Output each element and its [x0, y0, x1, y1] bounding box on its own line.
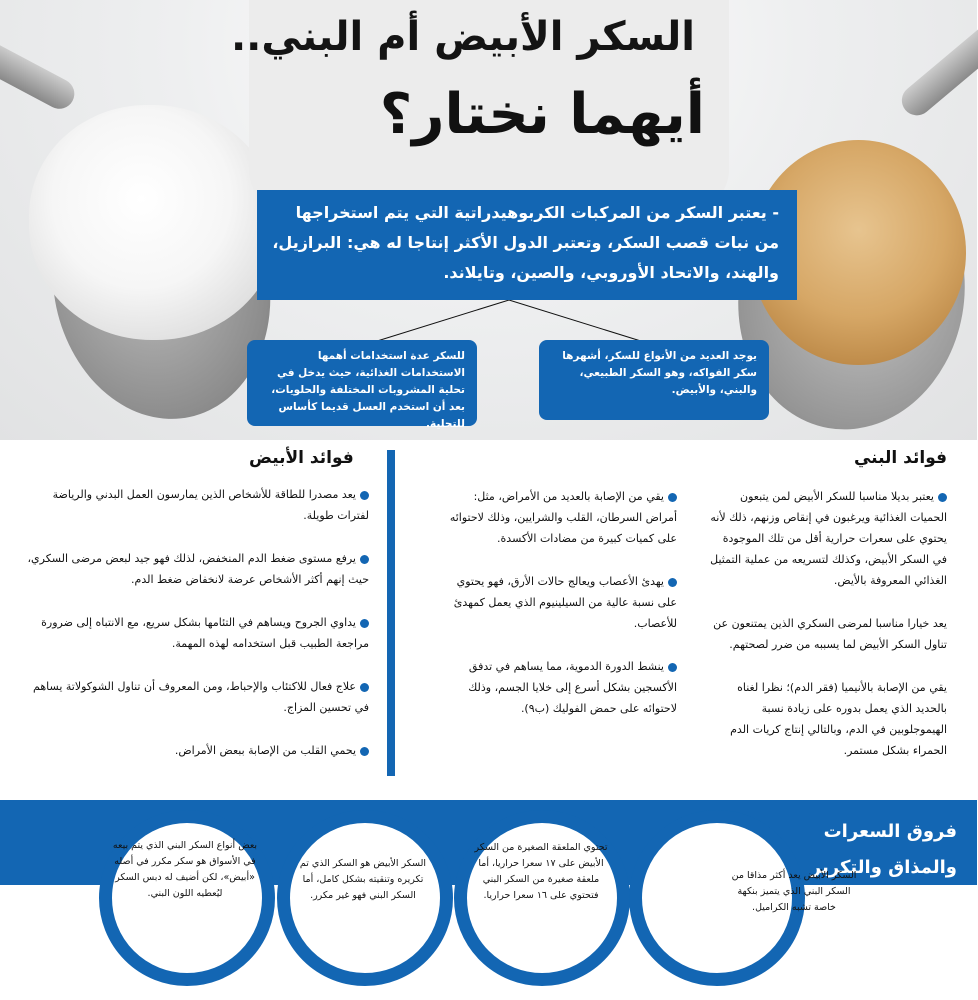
middle-item-3-text: ينشط الدورة الدموية، مما يساهم في تدفق الأكسجين بشكل أسرع إلى خلايا الجسم، وذلك لاحتوائه على حمض الفوليك (ب٩).	[469, 660, 678, 715]
middle-column	[450, 486, 678, 741]
white-sugar-image	[30, 105, 280, 340]
brown-benefit-2-text: يعد خيارا مناسبا لمرضى السكري الذين يمتنعون عن تناول السكر الأبيض لما يسببه من ضرر لصحتهم.	[714, 617, 948, 651]
white-benefits-column	[20, 484, 370, 783]
uses-box: للسكر عدة استخدامات أهمها الاستخدامات الغذائية، حيث يدخل في تحلية المشروبات المختلفة والحلويات، بعد أن استخدم العسل قديما كأساس للتحلية.	[248, 340, 478, 426]
brown-benefit-1-text: يعتبر بديلا مناسبا للسكر الأبيض لمن يتبعون الحميات الغذائية ويرغبون في إنقاص وزنهم، ذلك لأنه يحتوي على سعرات حرارية أقل من تلك الموجودة في السكر الأبيض، وكذلك لتسريعه من عملية التمثيل الغذائي المعروفة بالأيض.	[711, 490, 948, 587]
middle-item-1-text: يقي من الإصابة بالعديد من الأمراض، مثل: أمراض السرطان، القلب والشرايين، وذلك لاحتوائه على كميات كبيرة من مضادات الأكسدة.	[450, 490, 678, 545]
bullet-icon	[361, 747, 370, 756]
intro-connector	[355, 300, 665, 345]
brown-benefit-2	[706, 613, 948, 655]
white-benefit-2	[20, 548, 370, 590]
brown-benefit-1	[706, 486, 948, 591]
white-benefits-heading: فوائد الأبيض	[250, 448, 355, 468]
brown-benefits-heading: فوائد البني	[854, 448, 948, 468]
bullet-icon	[669, 493, 678, 502]
bullet-icon	[939, 493, 948, 502]
brown-benefits-column	[706, 486, 948, 783]
white-benefit-3	[20, 612, 370, 654]
white-benefit-5	[20, 740, 370, 761]
white-benefit-4	[20, 676, 370, 718]
difference-text-3: السكر الأبيض هو السكر الذي تم تكريره وتنقيته بشكل كامل، أما السكر البني فهو غير مكرر.	[300, 858, 428, 901]
types-box: يوجد العديد من الأنواع للسكر، أشهرها سكر الفواكه، وهو السكر الطبيعي، والبني، والأبيض.	[540, 340, 770, 420]
bullet-icon	[361, 555, 370, 564]
middle-item-1	[450, 486, 678, 549]
differences-title-line-2: والمذاق والتكرير	[811, 857, 958, 878]
differences-title-line-1: فروق السعرات	[824, 821, 958, 842]
column-divider	[388, 450, 396, 776]
brown-benefit-3	[706, 677, 948, 761]
bullet-icon	[361, 683, 370, 692]
difference-text-2: تحتوي الملعقة الصغيرة من السكر الأبيض على ١٧ سعرا حراريا، أما ملعقة صغيرة من السكر البني فتحتوي على ١٦ سعرا حراريا.	[475, 842, 609, 901]
white-benefit-2-text: يرفع مستوى ضغط الدم المنخفض، لذلك فهو جيد لبعض مرضى السكري، حيث إنهم أكثر الأشخاص عرضة لانخفاض ضغط الدم.	[28, 552, 370, 586]
middle-item-3	[450, 656, 678, 719]
title-line-2: أيهما نختار؟	[380, 82, 706, 147]
title-line-1: السكر الأبيض أم البني..	[231, 14, 696, 60]
difference-text-4: بعض أنواع السكر البني الذي يتم بيعه في الأسواق هو سكر مكرر في أصله «أبيض»، لكن أضيف له دبس السكر ليُعطيه اللون البني.	[113, 840, 259, 899]
intro-box: - يعتبر السكر من المركبات الكربوهيدراتية التي يتم استخراجها من نبات قصب السكر، وتعتبر الدول الأكثر إنتاجا له هي: البرازيل، والهند، والاتحاد الأوروبي، والصين، وتايلاند.	[258, 190, 798, 300]
white-benefit-3-text: يداوي الجروح ويساهم في التئامها بشكل سريع، مع الانتباه إلى ضرورة مراجعة الطبيب قبل استخدامه لهذه المهمة.	[42, 616, 370, 650]
white-benefit-1	[20, 484, 370, 526]
difference-text-1: السكر الأبيض يعد أكثر مذاقا من السكر البني الذي يتميز بنكهة خاصة تشبه الكراميل.	[732, 870, 858, 913]
bullet-icon	[669, 578, 678, 587]
middle-item-2-text: يهدئ الأعصاب ويعالج حالات الأرق، فهو يحتوي على نسبة عالية من السيلينيوم الذي يعمل كمهدئ للأعصاب.	[454, 575, 678, 630]
bullet-icon	[361, 619, 370, 628]
white-benefit-4-text: علاج فعال للاكتئاب والإحباط، ومن المعروف أن تناول الشوكولاتة يساهم في تحسين المزاج.	[34, 680, 370, 714]
bullet-icon	[669, 663, 678, 672]
white-benefit-1-text: يعد مصدرا للطاقة للأشخاص الذين يمارسون العمل البدني والرياضة لفترات طويلة.	[53, 488, 370, 522]
white-benefit-5-text: يحمي القلب من الإصابة ببعض الأمراض.	[175, 744, 357, 757]
brown-benefit-3-text: يقي من الإصابة بالأنيميا (فقر الدم)؛ نظرا لغناه بالحديد الذي يعمل بدوره على زيادة نسبة الهيموجلوبين في الدم، وبالتالي إنتاج كريات الدم الحمراء بشكل مستمر.	[731, 681, 948, 757]
middle-item-2	[450, 571, 678, 634]
bullet-icon	[361, 491, 370, 500]
